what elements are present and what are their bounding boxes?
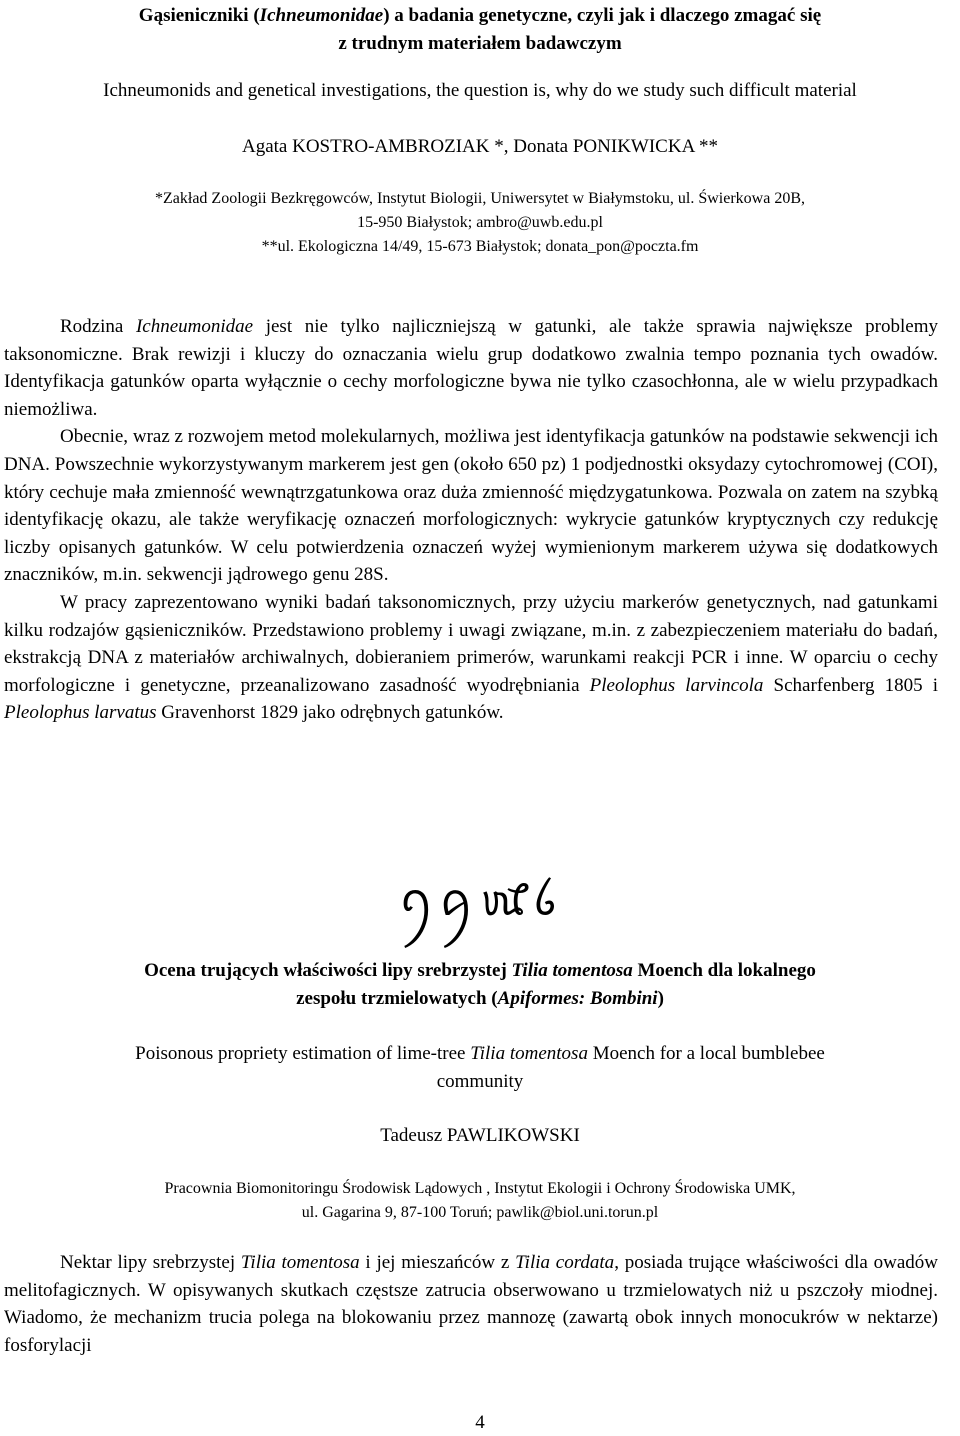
article2-affiliation-line2: ul. Gagarina 9, 87-100 Toruń; pawlik@biol.uni.torun.pl — [301, 1204, 659, 1221]
article1-affiliation-line3: **ul. Ekologiczna 14/49, 15-673 Białystok; donata_pon@poczta.fm — [261, 238, 699, 255]
article2-title-line1: Ocena trujących właściwości lipy srebrzystej Tilia tomentosa Moench dla lokalnego — [144, 960, 816, 981]
article2-abstract — [4, 1249, 938, 1359]
article2-english-title — [10, 1040, 950, 1096]
article2-paragraph-1: Nektar lipy srebrzystej Tilia tomentosa i jej mieszańców z Tilia cordata, posiada trujące właściwości dla owadów melitofagicznych. W opisywanych skutkach częstsze zatrucia obserwowano u trzmielowatych niż u pszczoły miodnej. Wiadomo, że mechanizm trucia polega na blokowaniu przez mannozę (zawartą obok innych monocukrów w nektarze) fosforylacji — [4, 1252, 938, 1356]
article2-english-title-line1: Poisonous propriety estimation of lime-tree Tilia tomentosa Moench for a local bumblebee — [135, 1043, 825, 1064]
article1-affiliation-line2: 15-950 Białystok; ambro@uwb.edu.pl — [357, 214, 603, 231]
article1-title-line1: Gąsieniczniki (Ichneumonidae) a badania genetyczne, czyli jak i dlaczego zmagać się — [138, 5, 822, 26]
article1-title — [10, 2, 950, 58]
article2-english-title-line2: community — [436, 1071, 524, 1092]
article1-title-line2: z trudnym materiałem badawczym — [338, 33, 622, 54]
article1-paragraph-1: Rodzina Ichneumonidae jest nie tylko najliczniejszą w gatunki, ale także sprawia największe problemy taksonomiczne. Brak rewizji i kluczy do oznaczania wielu grup dodatkowo zwalnia tempo poznania tych owadów. Identyfikacja gatunków oparta wyłącznie o cechy morfologiczne bywa nie tylko czasochłonna, ale w wielu przypadkach niemożliwa. — [4, 316, 938, 420]
article1-authors: Agata KOSTRO-AMBROZIAK *, Donata PONIKWICKA ** — [241, 136, 718, 157]
article1-affiliation-line1: *Zakład Zoologii Bezkręgowców, Instytut Biologii, Uniwersytet w Białymstoku, ul. Świerkowa 20B, — [155, 190, 805, 207]
article1-affiliation — [20, 187, 940, 259]
article2-title — [10, 957, 950, 1013]
article2-affiliation — [20, 1177, 940, 1225]
page-number: 4 — [475, 1412, 485, 1433]
section-divider-ornament: ꪆꪇꪈꪉ — [398, 876, 562, 925]
article1-english-title: Ichneumonids and genetical investigations, the question is, why do we study such difficult material — [103, 80, 857, 101]
article2-author: Tadeusz PAWLIKOWSKI — [380, 1125, 580, 1146]
article2-title-line2: zespołu trzmielowatych (Apiformes: Bombini) — [296, 988, 664, 1009]
article1-abstract — [4, 313, 938, 727]
article1-paragraph-3: W pracy zaprezentowano wyniki badań taksonomicznych, przy użyciu markerów genetycznych, nad gatunkami kilku rodzajów gąsieniczników. Przedstawiono problemy i uwagi związane, m.in. z zabezpieczeniem materiału do badań, ekstrakcją DNA z materiałów archiwalnych, dobieraniem primerów, warunkami reakcji PCR i inne. W oparciu o cechy morfologiczne i genetyczne, przeanalizowano zasadność wyodrębniania Pleolophus larvincola Scharfenberg 1805 i Pleolophus larvatus Gravenhorst 1829 jako odrębnych gatunków. — [4, 591, 938, 724]
article2-affiliation-line1: Pracownia Biomonitoringu Środowisk Lądowych , Instytut Ekologii i Ochrony Środowiska UMK, — [164, 1180, 796, 1197]
article1-paragraph-2: Obecnie, wraz z rozwojem metod molekularnych, możliwa jest identyfikacja gatunków na podstawie sekwencji ich DNA. Powszechnie wykorzystywanym markerem jest gen (około 650 pz) 1 podjednostki oksydazy cytochromowej (COI), który cechuje mała zmienność wewnątrzgatunkowa oraz duża zmienność międzygatunkowa. Pozwala on zatem na szybką identyfikację okazu, ale także weryfikację oznaczeń morfologicznych: wykrycie gatunków kryptycznych czy redukcję liczby opisanych gatunków. W celu potwierdzenia oznaczeń wyżej wymienionym markerem używa się dodatkowych znaczników, m.in. sekwencji jądrowego genu 28S. — [4, 426, 938, 586]
